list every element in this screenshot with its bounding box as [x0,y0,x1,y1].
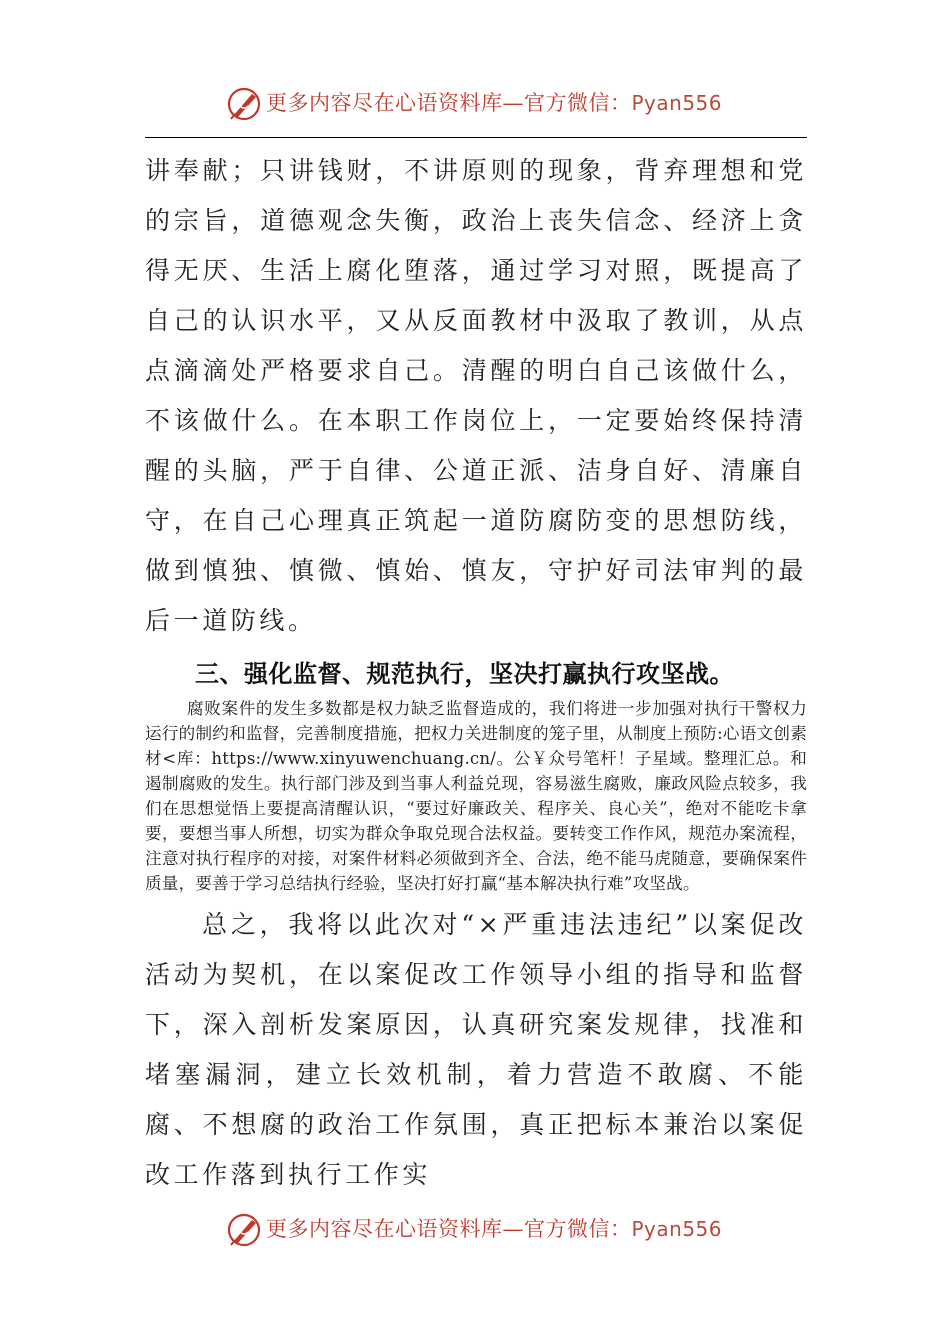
header-rule [145,137,807,138]
wechat-account: Pyan556 [631,1217,723,1241]
footer-banner-text: 更多内容尽在心语资料库—官方微信：Pyan556 [266,1217,723,1241]
header-banner [0,84,950,124]
footer-banner [0,1210,950,1250]
document-body [145,146,807,1200]
paragraph-2: 腐败案件的发生多数都是权力缺乏监督造成的，我们将进一步加强对执行干警权力运行的制约和监督，完善制度措施，把权力关进制度的笼子里，从制度上预防:心语文创素材<库：https://www.xinyuwenchuang.cn/。公￥众号笔杆！子星域。整理汇总。和遏制腐败的发生。执行部门涉及到当事人利益兑现，容易滋生腐败，廉政风险点较多，我们在思想觉悟上要提高清醒认识，“要过好廉政关、程序关、良心关”，绝对不能吃卡拿要，要想当事人所想，切实为群众争取兑现合法权益。要转变工作作风，规范办案流程，注意对执行程序的对接，对案件材料必须做到齐全、合法，绝不能马虎随意，要确保案件质量，要善于学习总结执行经验，坚决打好打赢“基本解决执行难”攻坚战。 [145,699,807,893]
quill-pen-logo-icon [226,86,262,122]
paragraph-1: 讲奉献；只讲钱财，不讲原则的现象，背弃理想和党的宗旨，道德观念失衡，政治上丧失信念、经济上贪得无厌、生活上腐化堕落，通过学习对照，既提高了自己的认识水平，又从反面教材中汲取了教训，从点点滴滴处严格要求自己。清醒的明白自己该做什么，不该做什么。在本职工作岗位上，一定要始终保持清醒的头脑，严于自律、公道正派、洁身自好、清廉自守，在自己心理真正筑起一道防腐防变的思想防线，做到慎独、慎微、慎始、慎友，守护好司法审判的最后一道防线。 [145,156,807,635]
section-heading: 三、强化监督、规范执行，坚决打赢执行攻坚战。 [195,660,734,688]
paragraph-3: 总之，我将以此次对“×严重违法违纪”以案促改活动为契机，在以案促改工作领导小组的指导和监督下，深入剖析发案原因，认真研究案发规律，找准和堵塞漏洞，建立长效机制，着力营造不敢腐、不能腐、不想腐的政治工作氛围，真正把标本兼治以案促改工作落到执行工作实 [145,910,807,1189]
header-banner-text: 更多内容尽在心语资料库—官方微信：Pyan556 [266,91,723,115]
wechat-account: Pyan556 [631,91,723,115]
quill-pen-logo-icon [226,1212,262,1248]
